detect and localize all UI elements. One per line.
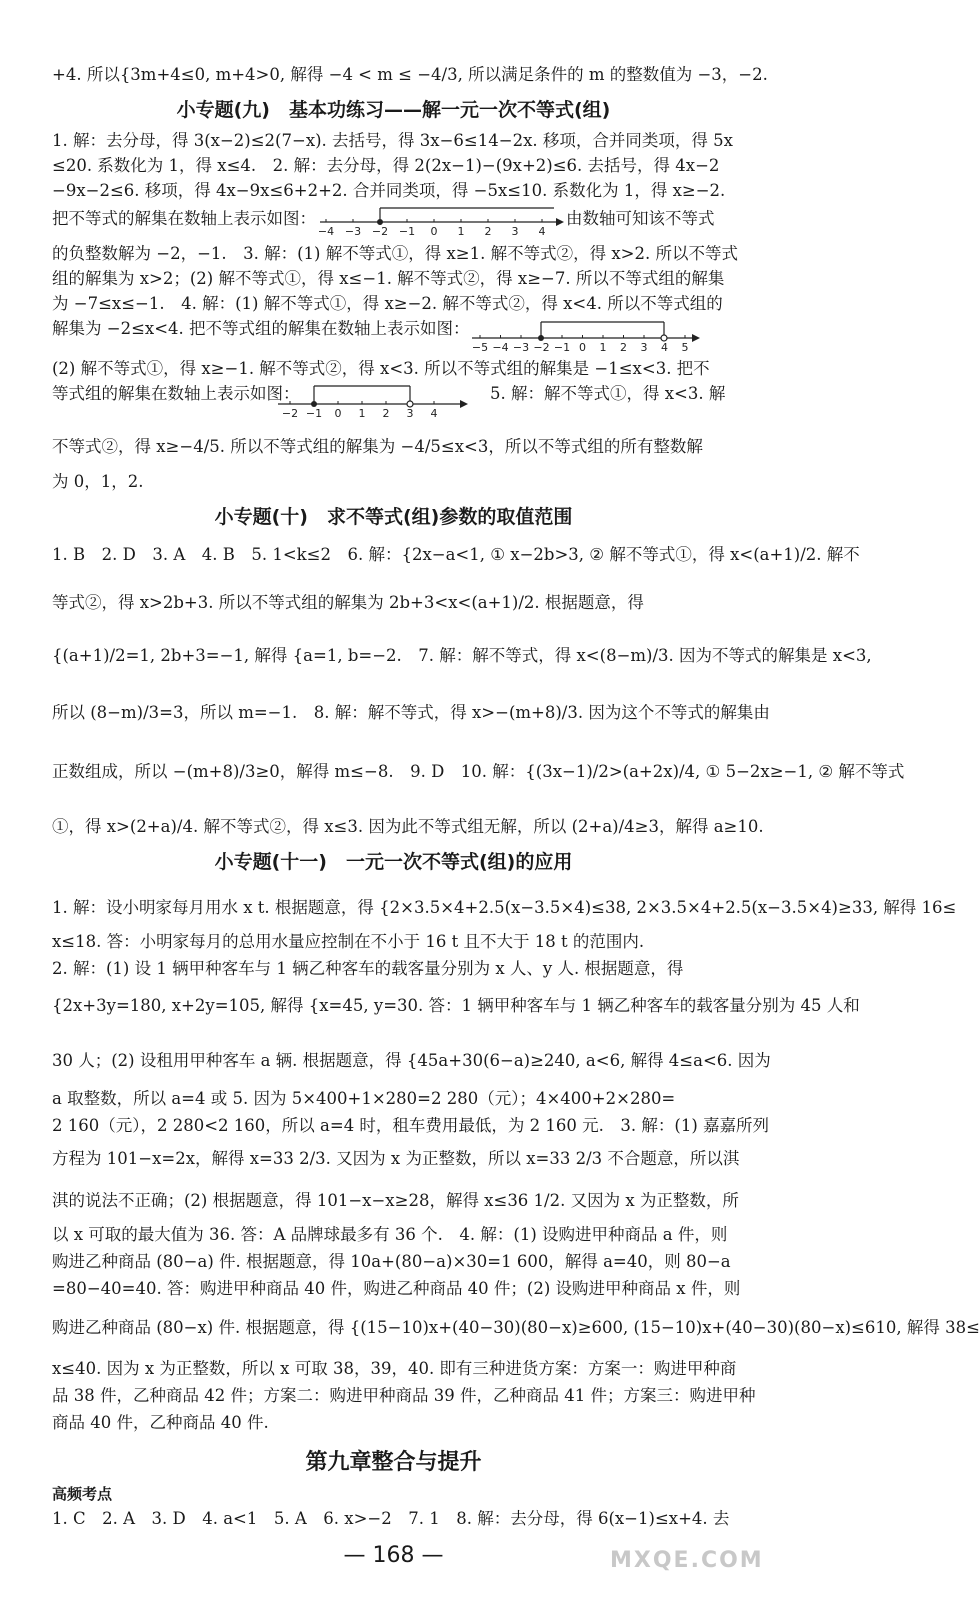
- number-line-2: [470, 316, 710, 356]
- number-line-tick-label: 4: [430, 407, 438, 420]
- chapter-heading: 第九章整合与提升: [305, 1450, 482, 1475]
- number-line-tick-label: 2: [382, 407, 390, 420]
- text-line: −9x−2≤6. 移项，得 4x−9x≤6+2+2. 合并同类项，得 −5x≤10. 系数化为 1，得 x≥−2.: [52, 181, 726, 200]
- section-heading-10: 小专题(十) 求不等式(组)参数的取值范围: [214, 506, 573, 528]
- number-line-tick-label: −3: [344, 225, 362, 238]
- number-line-tick-label: −4: [492, 341, 509, 354]
- number-line-tick-label: −1: [553, 341, 571, 354]
- number-line-1: [318, 200, 568, 238]
- section-heading-11: 小专题(十一) 一元一次不等式(组)的应用: [214, 851, 573, 873]
- text-line: 以 x 可取的最大值为 36. 答：A 品牌球最多有 36 个. 4. 解：(1) 设购进甲种商品 a 件，则: [52, 1225, 728, 1244]
- number-line-tick-label: 0: [430, 225, 438, 238]
- text-line: =80−40=40. 答：购进甲种商品 40 件，购进乙种商品 40 件；(2) 设购进甲种商品 x 件，则: [52, 1279, 741, 1298]
- number-line-tick-label: 3: [406, 407, 414, 420]
- text-line: 把不等式的解集在数轴上表示如图：: [52, 209, 316, 228]
- number-line-tick-label: 3: [640, 341, 648, 354]
- number-line-tick-label: 1: [358, 407, 366, 420]
- text-line: x≤18. 答：小明家每月的总用水量应控制在不小于 16 t 且不大于 18 t 的范围内.: [52, 932, 645, 951]
- text-line: 品 38 件，乙种商品 42 件；方案二：购进甲种商品 39 件，乙种商品 41 件；方案三：购进甲种: [52, 1386, 756, 1405]
- text-line: 1. B 2. D 3. A 4. B 5. 1<k≤2 6. 解：{2x−a<1, ① x−2b>3, ② 解不等式①，得 x<(a+1)/2. 解不: [52, 545, 860, 564]
- subsection-label: 高频考点: [52, 1485, 113, 1503]
- text-line: 2 160（元），2 280<2 160，所以 a=4 时，租车费用最低，为 2 160 元. 3. 解：(1) 嘉嘉所列: [52, 1116, 770, 1135]
- text-line: ①，得 x>(2+a)/4. 解不等式②，得 x≤3. 因为此不等式组无解，所以 (2+a)/4≥3，解得 a≥10.: [52, 817, 764, 836]
- text-line: 等式组的解集在数轴上表示如图：: [52, 384, 300, 403]
- text-line: 1. 解：去分母，得 3(x−2)≤2(7−x). 去括号，得 3x−6≤14−2x. 移项，合并同类项，得 5x: [52, 131, 733, 150]
- number-line-tick-label: 4: [661, 341, 668, 354]
- text-line: 方程为 101−x=2x，解得 x=33 2/3. 又因为 x 为正整数，所以 x=33 2/3 不合题意，所以淇: [52, 1149, 740, 1168]
- text-line: 购进乙种商品 (80−a) 件. 根据题意，得 10a+(80−a)×30=1 600，解得 a=40，则 80−a: [52, 1252, 731, 1271]
- number-line-tick-label: 5: [681, 341, 689, 354]
- section-heading-9: 小专题(九) 基本功练习——解一元一次不等式(组): [176, 99, 611, 121]
- text-line: 解集为 −2≤x<4. 把不等式组的解集在数轴上表示如图：: [52, 319, 470, 338]
- text-line: {(a+1)/2=1, 2b+3=−1, 解得 {a=1, b=−2. 7. 解：解不等式，得 x<(8−m)/3. 因为不等式的解集是 x<3,: [52, 646, 872, 665]
- text-line: (2) 解不等式①，得 x≥−1. 解不等式②，得 x<3. 所以不等式组的解集是 −1≤x<3. 把不: [52, 359, 710, 378]
- text-line: 购进乙种商品 (80−x) 件. 根据题意，得 {(15−10)x+(40−30)(80−x)≥600, (15−10)x+(40−30)(80−x)≤610, 解得 38≤: [52, 1318, 980, 1337]
- text-line: {2x+3y=180, x+2y=105, 解得 {x=45, y=30. 答：1 辆甲种客车与 1 辆乙种客车的载客量分别为 45 人和: [52, 996, 860, 1015]
- number-line-tick-label: −2: [533, 341, 550, 354]
- text-line: 5. 解：解不等式①，得 x<3. 解: [490, 384, 726, 403]
- number-line-tick-label: −1: [305, 407, 323, 420]
- text-line: 为 0，1，2.: [52, 472, 144, 491]
- text-line: x≤40. 因为 x 为正整数，所以 x 可取 38，39，40. 即有三种进货方案：方案一：购进甲种商: [52, 1359, 737, 1378]
- text-line: 商品 40 件，乙种商品 40 件.: [52, 1413, 269, 1432]
- text-line: a 取整数，所以 a=4 或 5. 因为 5×400+1×280=2 280（元）；4×400+2×280=: [52, 1089, 676, 1108]
- watermark-logo: MXQE.COM: [610, 1548, 764, 1573]
- number-line-tick-label: 1: [599, 341, 607, 354]
- text-line: 1. 解：设小明家每月用水 x t. 根据题意，得 {2×3.5×4+2.5(x−3.5×4)≤38, 2×3.5×4+2.5(x−3.5×4)≥33, 解得 16≤: [52, 898, 957, 917]
- number-line-tick-label: −1: [398, 225, 416, 238]
- page-number: — 168 —: [343, 1543, 444, 1568]
- text-line: +4. 所以{3m+4≤0, m+4>0, 解得 −4 < m ≤ −4/3, 所以满足条件的 m 的整数值为 −3，−2.: [52, 65, 768, 84]
- text-line: 30 人；(2) 设租用甲种客车 a 辆. 根据题意，得 {45a+30(6−a)≥240, a<6, 解得 4≤a<6. 因为: [52, 1051, 771, 1070]
- text-line: 由数轴可知该不等式: [566, 209, 715, 228]
- text-line: 的负整数解为 −2，−1. 3. 解：(1) 解不等式①，得 x≥1. 解不等式②，得 x>2. 所以不等式: [52, 244, 738, 263]
- text-line: 为 −7≤x≤−1. 4. 解：(1) 解不等式①，得 x≥−2. 解不等式②，得 x<4. 所以不等式组的: [52, 294, 723, 313]
- number-line-tick-label: 1: [457, 225, 465, 238]
- number-line-tick-label: 2: [484, 225, 492, 238]
- number-line-tick-label: 0: [579, 341, 586, 354]
- text-line: ≤20. 系数化为 1，得 x≤4. 2. 解：去分母，得 2(2x−1)−(9x+2)≤6. 去括号，得 4x−2: [52, 156, 720, 175]
- text-line: 不等式②，得 x≥−4/5. 所以不等式组的解集为 −4/5≤x<3，所以不等式组的所有整数解: [52, 437, 703, 456]
- number-line-tick-label: −4: [317, 225, 335, 238]
- number-line-tick-label: −5: [471, 341, 489, 354]
- text-line: 2. 解：(1) 设 1 辆甲种客车与 1 辆乙种客车的载客量分别为 x 人、y 人. 根据题意，得: [52, 959, 684, 978]
- number-line-tick-label: 3: [511, 225, 519, 238]
- text-line: 淇的说法不正确；(2) 根据题意，得 101−x−x≥28，解得 x≤36 1/2. 又因为 x 为正整数，所: [52, 1191, 739, 1210]
- text-line: 正数组成，所以 −(m+8)/3≥0，解得 m≤−8. 9. D 10. 解：{(3x−1)/2>(a+2x)/4, ① 5−2x≥−1, ② 解不等式: [52, 762, 905, 781]
- number-line-tick-label: 4: [538, 225, 546, 238]
- text-line: 所以 (8−m)/3=3，所以 m=−1. 8. 解：解不等式，得 x>−(m+8)/3. 因为这个不等式的解集由: [52, 703, 770, 722]
- number-line-tick-label: −2: [281, 407, 299, 420]
- text-line: 1. C 2. A 3. D 4. a<1 5. A 6. x>−2 7. 1 8. 解：去分母，得 6(x−1)≤x+4. 去: [52, 1509, 730, 1528]
- text-line: 等式②，得 x>2b+3. 所以不等式组的解集为 2b+3<x<(a+1)/2. 根据题意，得: [52, 593, 644, 612]
- number-line-3: [276, 378, 476, 418]
- number-line-tick-label: 2: [620, 341, 627, 354]
- number-line-tick-label: −2: [371, 225, 389, 238]
- number-line-tick-label: 0: [334, 407, 342, 420]
- text-line: 组的解集为 x>2；(2) 解不等式①，得 x≤−1. 解不等式②，得 x≥−7. 所以不等式组的解集: [52, 269, 725, 288]
- number-line-tick-label: −3: [512, 341, 530, 354]
